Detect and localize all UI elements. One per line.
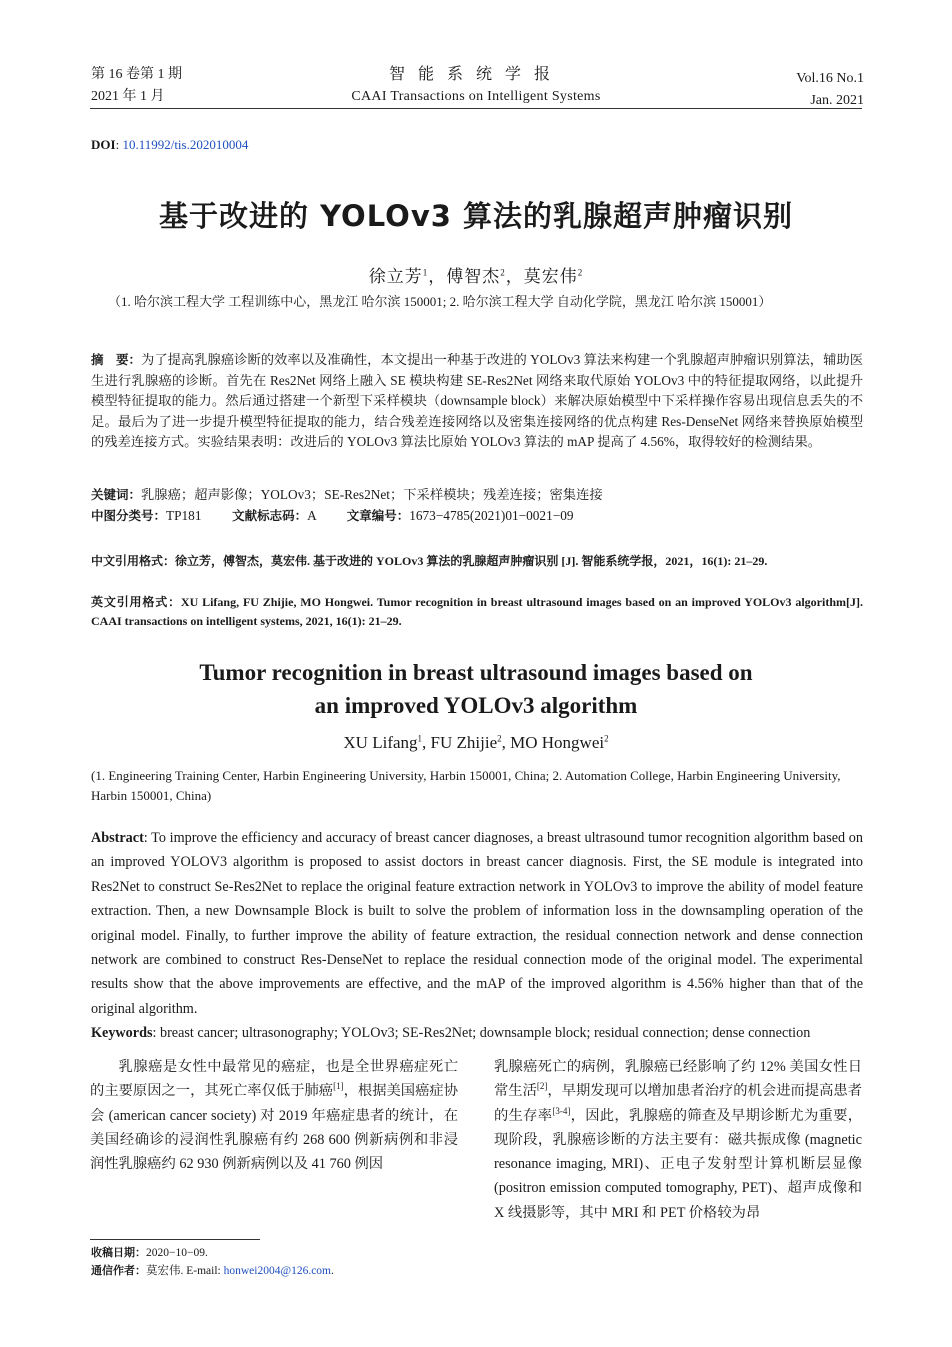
abstract-cn [91, 350, 863, 453]
paper-title-en [0, 656, 952, 722]
abstract-en [91, 826, 863, 1046]
citation-en-label: 英文引用格式： [91, 595, 181, 609]
author-affiliation-mark: 1 [417, 733, 423, 744]
journal-name-en: CAAI Transactions on Intelligent Systems [351, 89, 601, 104]
doc-code-value: A [307, 508, 317, 523]
corresponding-label: 通信作者： [91, 1264, 146, 1277]
footnote-corresponding [91, 1263, 459, 1279]
clc-value: TP181 [166, 508, 202, 523]
author-affiliation-mark: 2 [497, 733, 502, 744]
citation-cn-text: 徐立芳，傅智杰，莫宏伟. 基于改进的 YOLOv3 算法的乳腺超声肿瘤识别 [J]. 智能系统学报，2021，16(1): 21–29. [175, 554, 768, 568]
author-affiliation-mark: 2 [577, 267, 584, 278]
corresponding-author: 莫宏伟. E-mail: [146, 1265, 224, 1277]
body-text: 乳腺癌是女性中最常见的癌症，也是全世界癌症死亡的主要原因之一，其死亡率仅低于肺癌 [90, 1059, 458, 1100]
citation-cn [91, 552, 863, 571]
keywords-label-en: Keywords [91, 1025, 153, 1042]
article-no-label: 文章编号： [346, 508, 410, 523]
email-link[interactable]: honwei2004@126.com [223, 1265, 331, 1277]
body-paragraph [90, 1055, 458, 1176]
header-divider [90, 108, 862, 109]
issue-date-en: Jan. 2021 [810, 93, 864, 108]
abstract-text-cn: 为了提高乳腺癌诊断的效率以及准确性，本文提出一种基于改进的 YOLOv3 算法来构建一个乳腺超声肿瘤识别算法，辅助医生进行乳腺癌的诊断。首先在 Res2Net 网络上融入 SE 模块构建 SE-Res2Net 网络来取代原始 YOLOv3 中的特征提取网络，以此提升模型特征提取的能力。然后通过搭建一个新型下采样模块（downsample block）来解决原始模型中下采样操作容易出现信息丢失的不足。最后为了进一步提升模型特征提取的能力，结合残差连接网络以及密集连接网络的优点构建 Res-DenseNet 网络来替换原始模型的残差连接方式。实验结果表明：改进后的 YOLOv3 算法比原始 YOLOv3 算法的 mAP 提高了 4.56%，取得较好的检测结果。 [91, 352, 863, 450]
paper-title-en-line1: Tumor recognition in breast ultrasound images based on [199, 660, 753, 685]
reference-mark[interactable]: [2] [536, 1081, 548, 1092]
author-name: MO Hongwei [510, 733, 605, 752]
affiliations-en: (1. Engineering Training Center, Harbin Engineering University, Harbin 150001, China; 2. Automation College, Harbin Engineering University, Harbin 150001, China) [91, 768, 841, 803]
keywords-label-cn: 关键词： [91, 487, 142, 502]
footnote-end: . [331, 1265, 334, 1277]
body-text: ，早期发现可以增加患者治疗的机会进而提高患者的生存率 [494, 1083, 863, 1124]
volume-issue-en: Vol.16 No.1 [796, 71, 864, 86]
authors-cn: 徐立芳$^1$，傅智杰$^2$，莫宏伟$^2$ [368, 267, 584, 286]
author-name: XU Lifang [343, 733, 418, 752]
journal-issue-en [796, 68, 864, 112]
paper-title-cn: 基于改进的 YOLOv3 算法的乳腺超声肿瘤识别 [159, 199, 793, 233]
body-column-right [494, 1055, 862, 1225]
paper-title-en-line2: an improved YOLOv3 algorithm [314, 693, 638, 718]
reference-mark[interactable]: [3-4] [552, 1105, 571, 1116]
received-label: 收稿日期： [91, 1246, 146, 1259]
volume-issue: 第 16 卷第 1 期 [91, 67, 182, 82]
doi-link[interactable]: 10.11992/tis.202010004 [122, 137, 249, 152]
keywords-text-en: : breast cancer; ultrasonography; YOLOv3; SE-Res2Net; downsample block; residual connection; dense connection [152, 1025, 811, 1042]
issue-date: 2021 年 1 月 [91, 89, 165, 104]
author-name: FU Zhijie [430, 733, 498, 752]
author-affiliation-mark: 2 [500, 267, 506, 278]
author-affiliation-mark: 1 [422, 267, 429, 278]
body-paragraph [494, 1055, 862, 1225]
footnote-divider [90, 1239, 260, 1240]
citation-en [91, 593, 863, 631]
keywords-cn [91, 485, 863, 506]
body-text: ，根据美国癌症协会 (american cancer society) 对 2019 年癌症患者的统计，在美国经确诊的浸润性乳腺癌有约 268 600 例新病例和非浸润性乳腺癌约 62 930 例新病例以及 41 760 例因 [90, 1083, 459, 1173]
author-name: 莫宏伟 [523, 267, 578, 286]
author-affiliation-mark: 2 [604, 733, 609, 744]
affiliations-cn: （1. 哈尔滨工程大学 工程训练中心，黑龙江 哈尔滨 150001; 2. 哈尔滨工程大学 自动化学院，黑龙江 哈尔滨 150001） [108, 294, 772, 309]
body-column-left [90, 1055, 458, 1176]
doc-code-label: 文献标志码： [232, 508, 308, 523]
footnote-received [91, 1245, 459, 1261]
classification-line [91, 506, 863, 527]
keywords-text-cn: 乳腺癌；超声影像；YOLOv3；SE-Res2Net；下采样模块；残差连接；密集连接 [141, 487, 603, 502]
citation-en-text: XU Lifang, FU Zhijie, MO Hongwei. Tumor recognition in breast ultrasound images based on an improved YOLOv3 algorithm[J]. CAAI transactions on intelligent systems, 2021, 16(1): 21–29. [91, 595, 863, 628]
article-no-value: 1673−4785(2021)01−0021−09 [409, 508, 574, 523]
journal-name-cn: 智能系统学报 [388, 66, 563, 83]
author-name: 傅智杰 [446, 267, 501, 286]
clc-label: 中图分类号： [91, 508, 167, 523]
doi-line: DOI: 10.11992/tis.202010004 [91, 137, 249, 152]
body-text: ，因此，乳腺癌的筛查及早期诊断尤为重要，现阶段，乳腺癌诊断的方法主要有：磁共振成像 (magnetic resonance imaging, MRI)、正电子发射型计算机断层显像 (positron emission computed tomography, PET)、超声成像和 X 线摄影等，其中 MRI 和 PET 价格较为昂 [494, 1107, 863, 1221]
abstract-text-en: : To improve the efficiency and accuracy of breast cancer diagnoses, a breast ultrasound tumor recognition algorithm based on an improved YOLOV3 algorithm is proposed to assist doctors in breast cancer diagnosis. First, the SE module is integrated into Res2Net to construct Se-Res2Net to replace the original feature extraction network in YOLOv3 to improve the ability of model feature extraction. Then, a new Downsample Block is built to solve the problem of information loss in the downsampling operation of the original model. Finally, to further improve the ability of feature extraction, the residual connection network and dense connection network are combined to construct Res-DenseNet to replace the residual connection mode of the original model. The experimental results show that the above improvements are effective, and the mAP of the improved algorithm is 4.56% higher than that of the original algorithm. [91, 830, 863, 1017]
abstract-label-en: Abstract [91, 830, 144, 846]
reference-mark[interactable]: [1] [333, 1081, 344, 1092]
citation-cn-label: 中文引用格式： [91, 554, 176, 568]
author-name: 徐立芳 [368, 267, 423, 286]
doi-label: DOI [91, 137, 116, 152]
received-date: 2020−10−09. [146, 1247, 208, 1259]
abstract-label-cn: 摘 要： [91, 352, 142, 367]
body-text: 乳腺癌死亡的病例，乳腺癌已经影响了约 12% 美国女性日常生活 [494, 1059, 862, 1100]
authors-en: XU Lifang$^1$, FU Zhijie$^2$, MO Hongwei$^2$ [343, 733, 609, 752]
